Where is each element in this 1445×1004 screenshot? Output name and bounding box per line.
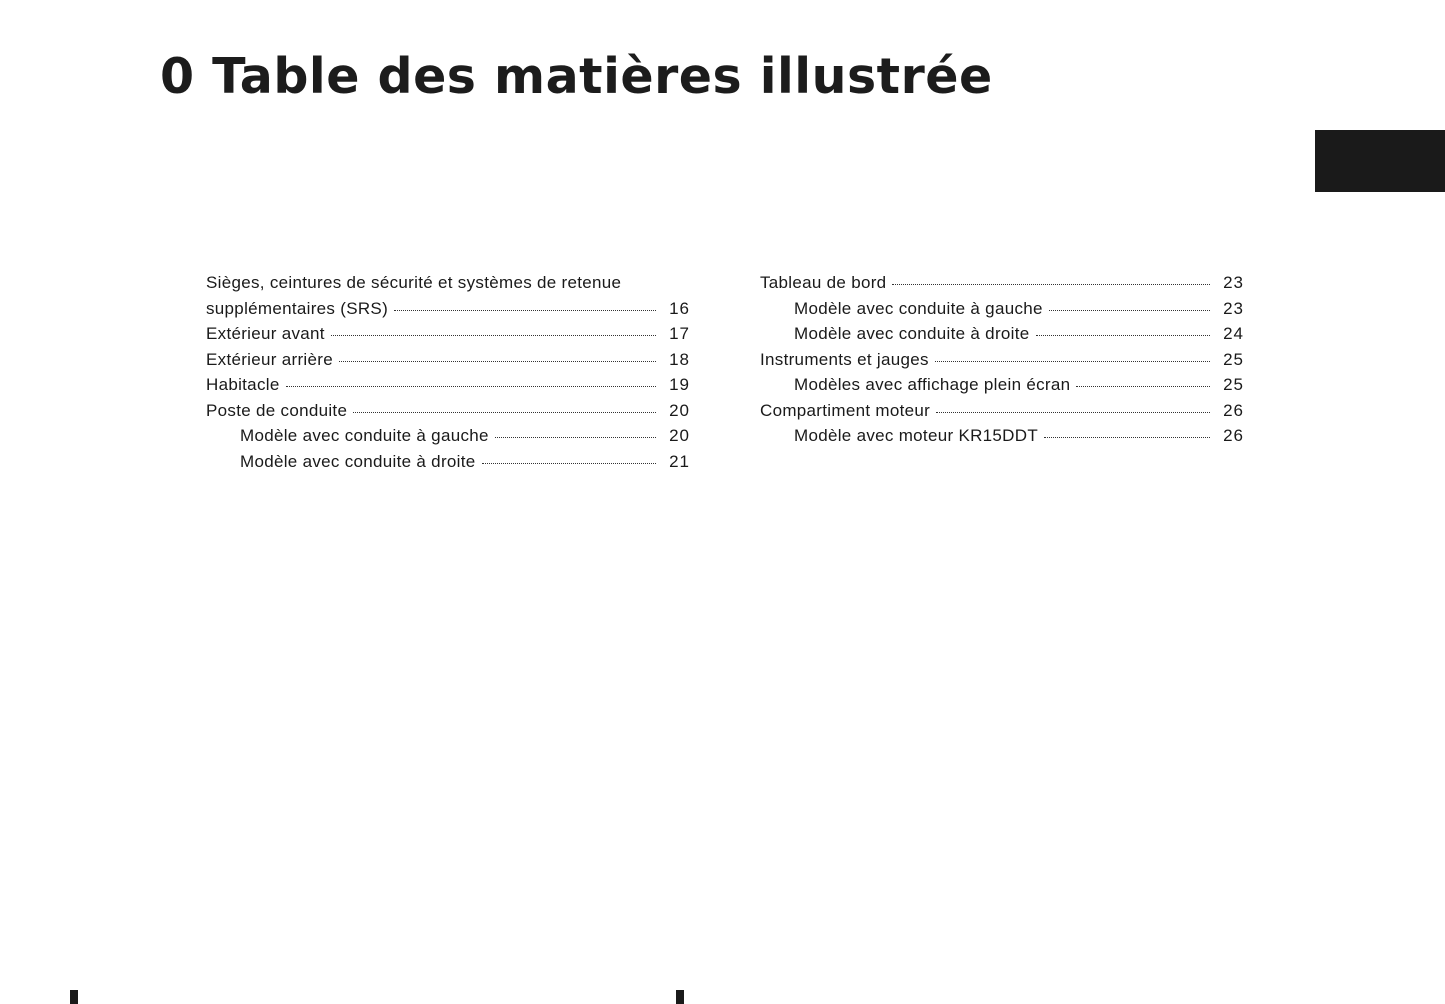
toc-entry-label: Tableau de bord [760,273,887,292]
toc-page-number: 17 [669,324,690,343]
toc-entry-label: Extérieur avant [206,324,325,343]
dot-leader [353,412,656,413]
toc-entry-dashboard[interactable] [760,270,1244,296]
toc-page-number: 23 [1223,273,1244,292]
toc-page-number: 26 [1223,426,1244,445]
dot-leader [892,284,1210,285]
dot-leader [331,335,656,336]
toc-page-number: 26 [1223,400,1244,420]
toc-entry-label: Modèle avec conduite à droite [240,451,476,471]
toc-entry-exterior-rear[interactable] [206,347,690,373]
dot-leader [936,412,1210,413]
toc-subentry-kr15ddt[interactable] [760,423,1244,449]
dot-leader [286,386,656,387]
toc-page-number: 19 [669,375,690,394]
toc-entry-exterior-front[interactable] [206,321,690,347]
toc-page-number: 25 [1223,375,1244,394]
toc-page-number: 20 [669,426,690,445]
toc-subentry-lhd[interactable] [206,423,690,449]
toc-page-number: 18 [669,349,690,369]
toc-entry-label: Poste de conduite [206,400,348,420]
toc-entry-label: supplémentaires (SRS) [206,298,389,318]
toc-entry-label: Habitacle [206,375,280,394]
dot-leader [339,361,656,362]
toc-left-column [206,270,690,474]
toc-page-number: 16 [669,298,690,318]
dot-leader [935,361,1210,362]
toc-entry-seats-srs[interactable] [206,270,690,321]
dot-leader [1076,386,1210,387]
toc-entry-label: Modèle avec conduite à droite [794,324,1030,343]
toc-subentry-dashboard-lhd[interactable] [760,296,1244,322]
dot-leader [1049,310,1210,311]
dot-leader [1044,437,1210,438]
toc-subentry-fullscreen[interactable] [760,372,1244,398]
toc-subentry-rhd[interactable] [206,449,690,475]
toc-subentry-dashboard-rhd[interactable] [760,321,1244,347]
toc-page-number: 24 [1223,324,1244,343]
toc-entry-label: Extérieur arrière [206,349,333,369]
toc-page-number: 21 [669,451,690,471]
toc-right-column [760,270,1244,449]
toc-page-number: 20 [669,400,690,420]
toc-entry-driver-station[interactable] [206,398,690,424]
crop-mark [70,990,78,1004]
toc-entry-label: Compartiment moteur [760,400,931,420]
dot-leader [394,310,656,311]
toc-entry-label-line1: Sièges, ceintures de sécurité et systèmes de retenue [206,273,622,292]
chapter-tab-marker [1315,130,1445,192]
toc-page-number: 25 [1223,349,1244,369]
dot-leader [495,437,656,438]
toc-entry-label: Modèle avec moteur KR15DDT [794,426,1039,445]
dot-leader [482,463,656,464]
toc-entry-label: Modèle avec conduite à gauche [794,298,1043,318]
toc-entry-label: Instruments et jauges [760,349,929,369]
toc-entry-label: Modèle avec conduite à gauche [240,426,489,445]
crop-mark [676,990,684,1004]
page-title: 0 Table des matières illustrée [160,48,993,105]
toc-page-number: 23 [1223,298,1244,318]
dot-leader [1036,335,1210,336]
toc-entry-engine-compartment[interactable] [760,398,1244,424]
toc-entry-instruments[interactable] [760,347,1244,373]
toc-entry-cabin[interactable] [206,372,690,398]
toc-entry-label: Modèles avec affichage plein écran [794,375,1071,394]
